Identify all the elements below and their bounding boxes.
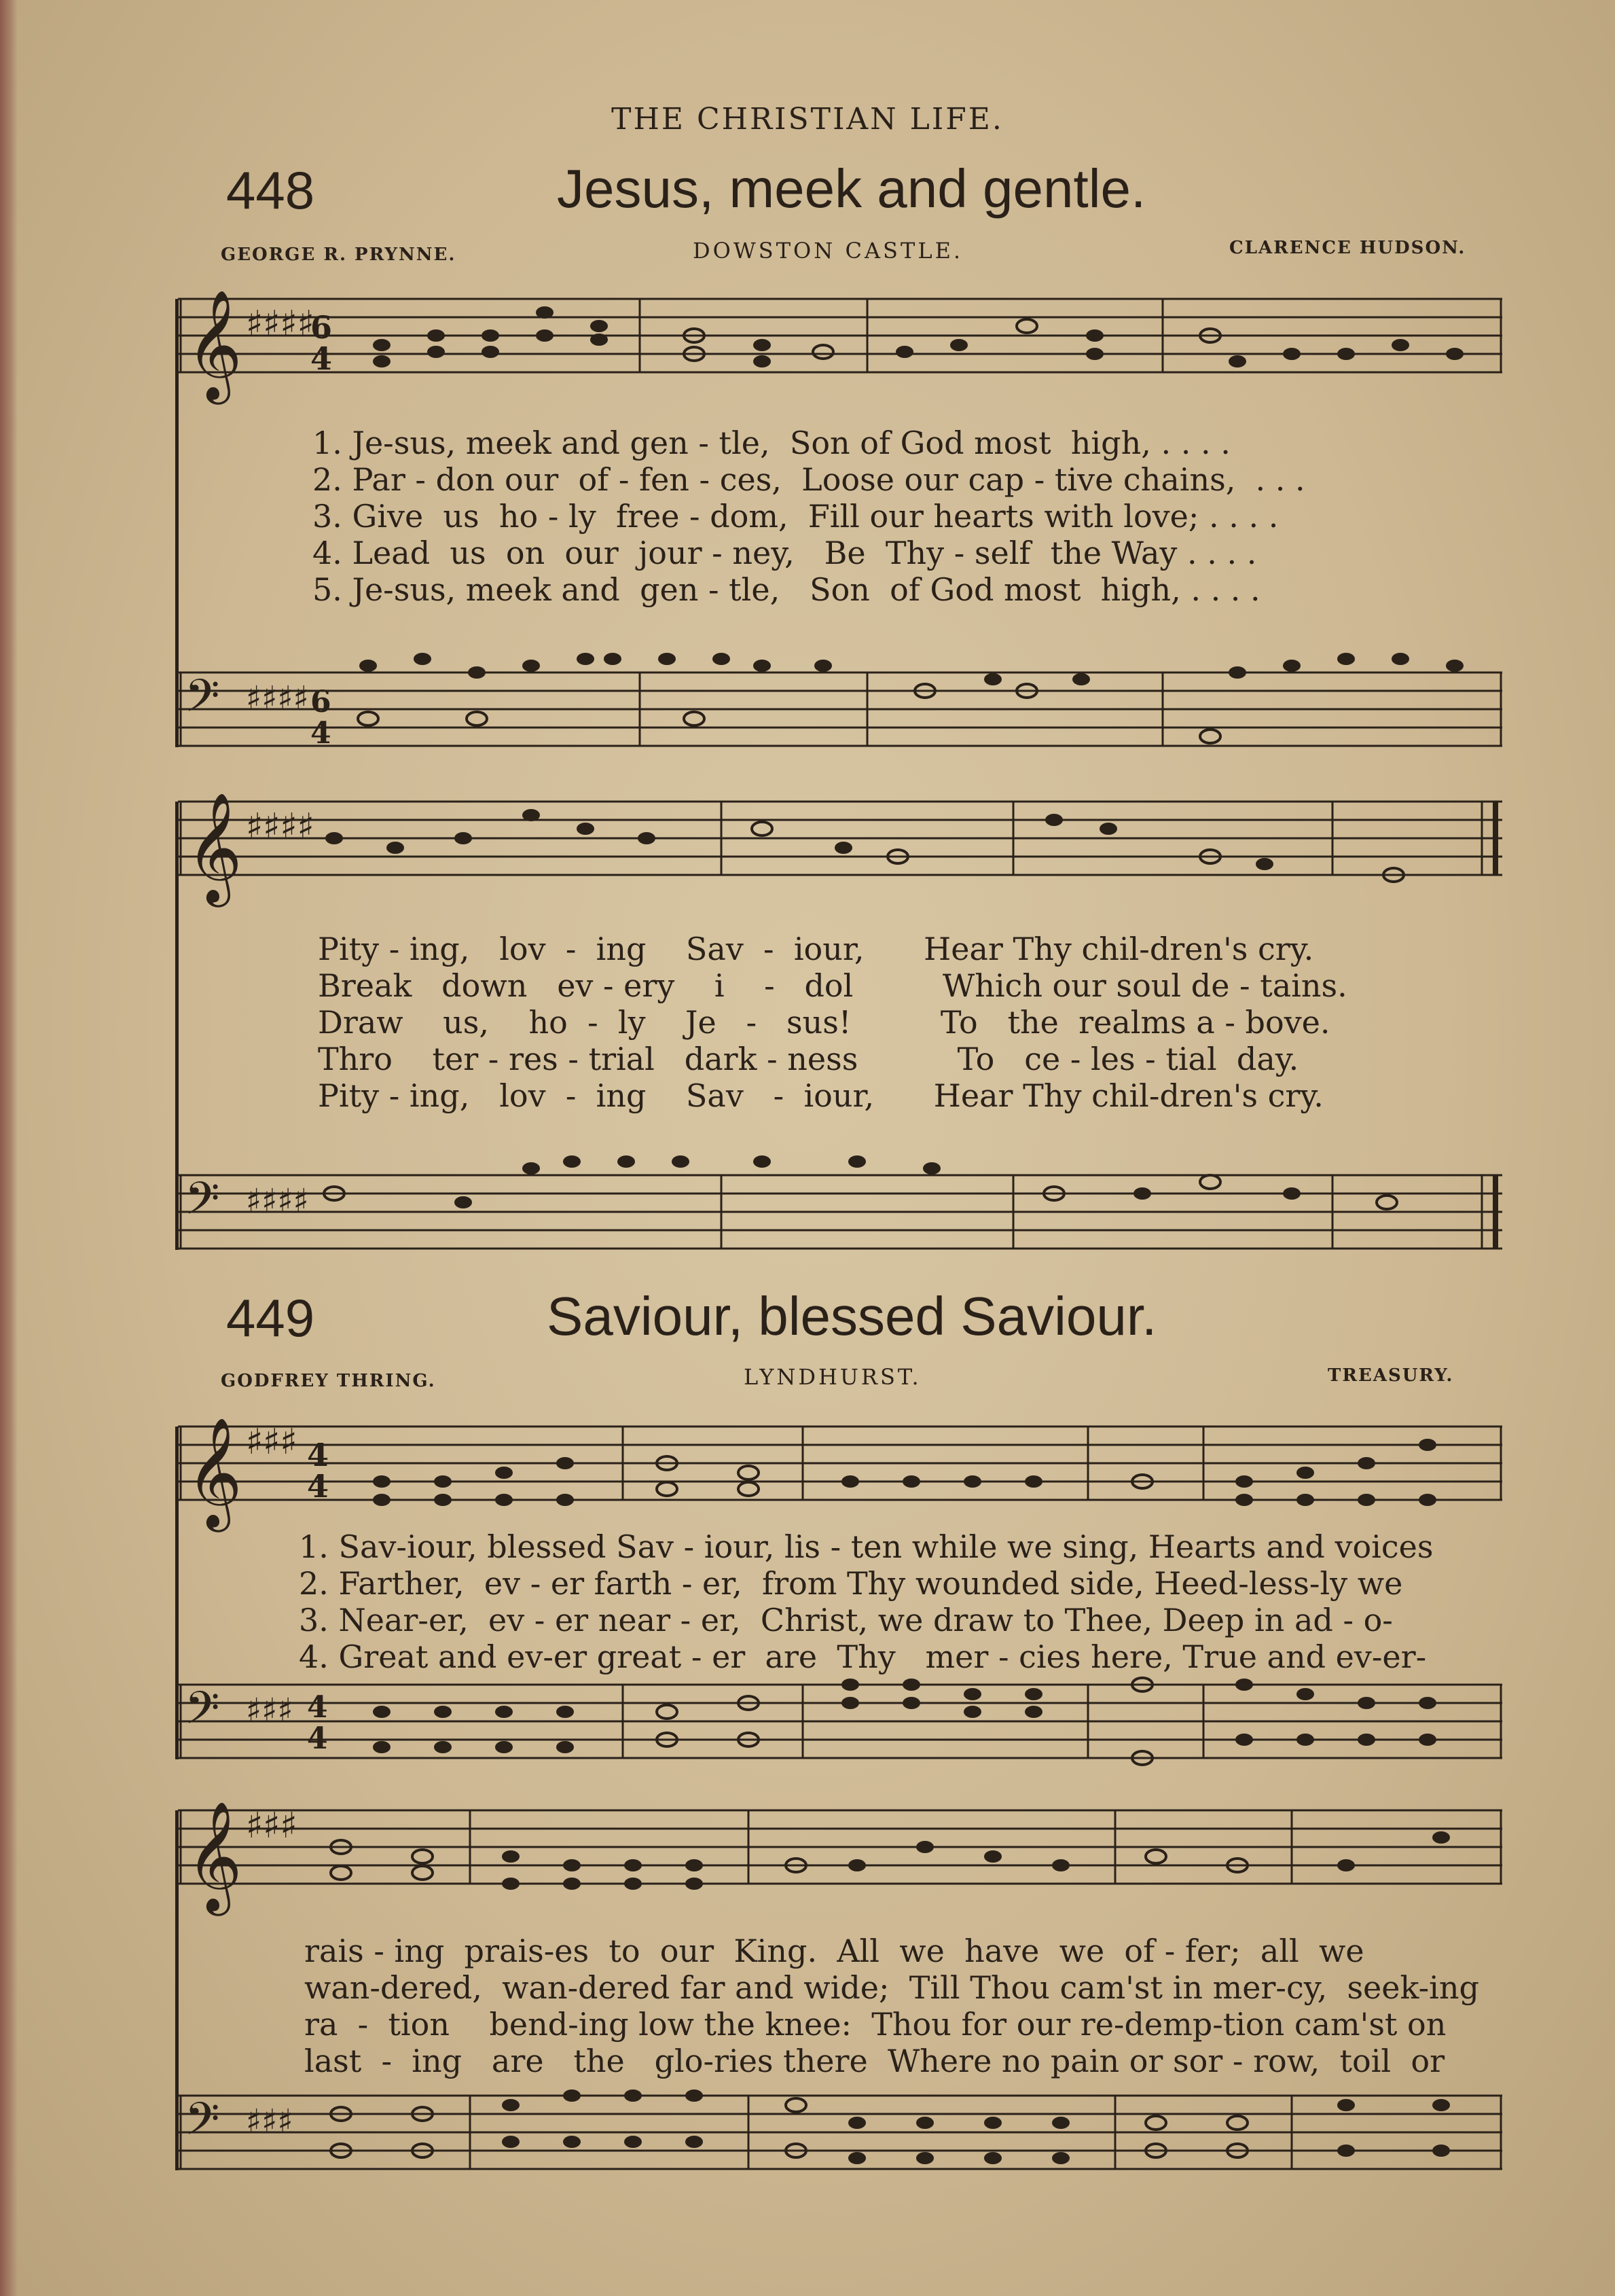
svg-text:♯♯♯♯: ♯♯♯♯ (246, 679, 309, 717)
hymn-448-composer: CLARENCE HUDSON. (1229, 238, 1466, 258)
verse-line: Pity - ing, lov - ing Sav - iour, Hear Thy chil-dren's cry. (318, 1077, 1324, 1114)
book-spine-edge (0, 0, 18, 2296)
verse-line: 4. Great and ev-er great - er are Thy mer - cies here, True and ev-er- (299, 1638, 1427, 1675)
verse-line: Pity - ing, lov - ing Sav - iour, Hear Thy chil-dren's cry. (318, 931, 1314, 967)
hymn-448-system2-lyrics (318, 931, 1347, 1114)
svg-text:♯♯♯: ♯♯♯ (246, 1805, 297, 1846)
hymn-448-system1-bass-staff (178, 652, 1502, 751)
system-bracket (175, 299, 179, 747)
hymn-449-title: Saviour, blessed Saviour. (547, 1286, 1157, 1346)
svg-text:𝄢: 𝄢 (185, 670, 220, 733)
svg-text:𝄢: 𝄢 (185, 2093, 220, 2156)
system-bracket (175, 802, 179, 1250)
hymn-449-system1-bass-staff (178, 1671, 1502, 1787)
verse-line: Break down ev - ery i - dol Which our soul de - tains. (318, 967, 1347, 1004)
hymn-449-system1-lyrics (299, 1528, 1433, 1675)
hymn-448-system2-treble-staff (178, 788, 1502, 910)
svg-text:𝄞: 𝄞 (186, 289, 242, 400)
hymn-449-system2-lyrics (304, 1933, 1479, 2079)
verse-line: wan-dered, wan-dered far and wide; Till Thou cam'st in mer-cy, seek-ing (304, 1969, 1479, 2006)
verse-line: 5. Je-sus, meek and gen - tle, Son of God most high, . . . . (312, 571, 1260, 608)
verse-line: 2. Farther, ev - er farth - er, from Thy wounded side, Heed-less-ly we (299, 1565, 1403, 1602)
hymn-449-author: GODFREY THRING. (221, 1371, 436, 1391)
notes (373, 306, 1464, 367)
hymn-449-system1-treble-staff (178, 1413, 1502, 1535)
verse-line: Draw us, ho - ly Je - sus! To the realms a - bove. (318, 1004, 1330, 1041)
svg-text:𝄞: 𝄞 (186, 792, 242, 903)
verse-line: 1. Sav-iour, blessed Sav - iour, lis - ten while we sing, Hearts and voices (299, 1528, 1434, 1565)
svg-text:𝄞: 𝄞 (186, 1417, 242, 1528)
hymn-448-title: Jesus, meek and gentle. (557, 158, 1146, 219)
hymn-449-number: 449 (226, 1288, 315, 1348)
hymn-449-tune: LYNDHURST. (744, 1364, 922, 1390)
verse-line: rais - ing prais-es to our King. All we have we of - fer; all we (304, 1933, 1364, 1969)
verse-line: 3. Near-er, ev - er near - er, Christ, we draw to Thee, Deep in ad - o- (299, 1602, 1393, 1638)
svg-text:𝄢: 𝄢 (185, 1682, 220, 1745)
hymn-448-system1-lyrics (312, 425, 1305, 608)
hymn-448-number: 448 (226, 160, 315, 220)
svg-text:4: 4 (310, 716, 331, 751)
verse-line: 3. Give us ho - ly free - dom, Fill our hearts with love; . . . . (312, 498, 1279, 535)
verse-line: Thro ter - res - trial dark - ness To ce - les - tial day. (318, 1041, 1299, 1077)
verse-line: last - ing are the glo-ries there Where no pain or sor - row, toil or (304, 2043, 1445, 2079)
svg-text:♯♯♯: ♯♯♯ (246, 1421, 297, 1463)
system-bracket (175, 1427, 179, 1759)
hymn-449-system2-bass-staff (178, 2082, 1502, 2198)
svg-text:𝄢: 𝄢 (185, 1172, 220, 1236)
svg-text:♯♯♯: ♯♯♯ (246, 2102, 293, 2140)
hymn-448-tune: DOWSTON CASTLE. (693, 238, 964, 264)
verse-line: 1. Je-sus, meek and gen - tle, Son of God most high, . . . . (312, 425, 1231, 461)
svg-text:4: 4 (307, 1437, 329, 1473)
svg-text:6: 6 (310, 309, 333, 346)
verse-line: ra - tion bend-ing low the knee: Thou for our re-demp-tion cam'st on (304, 2006, 1447, 2043)
svg-text:4: 4 (310, 340, 333, 377)
hymn-448-system1-treble-staff (178, 285, 1502, 421)
svg-text:♯♯♯♯: ♯♯♯♯ (246, 1182, 309, 1220)
svg-text:♯♯♯♯: ♯♯♯♯ (246, 303, 314, 344)
hymn-448-author: GEORGE R. PRYNNE. (221, 245, 456, 265)
system-bracket (175, 1810, 179, 2170)
running-head: THE CHRISTIAN LIFE. (611, 102, 1004, 137)
hymn-448-system2-bass-staff (178, 1155, 1502, 1250)
svg-text:♯♯♯: ♯♯♯ (246, 1691, 293, 1729)
svg-text:𝄞: 𝄞 (186, 1801, 242, 1912)
verse-line: 2. Par - don our of - fen - ces, Loose our cap - tive chains, . . . (312, 461, 1305, 498)
svg-text:♯♯♯♯: ♯♯♯♯ (246, 806, 314, 847)
svg-text:6: 6 (310, 685, 331, 719)
verse-line: 4. Lead us on our jour - ney, Be Thy - self the Way . . . . (312, 535, 1257, 571)
hymn-449-system2-treble-staff (178, 1797, 1502, 1912)
svg-text:4: 4 (307, 1468, 329, 1505)
svg-text:4: 4 (307, 1721, 328, 1756)
hymn-449-composer: TREASURY. (1328, 1365, 1454, 1386)
svg-text:4: 4 (307, 1690, 328, 1725)
